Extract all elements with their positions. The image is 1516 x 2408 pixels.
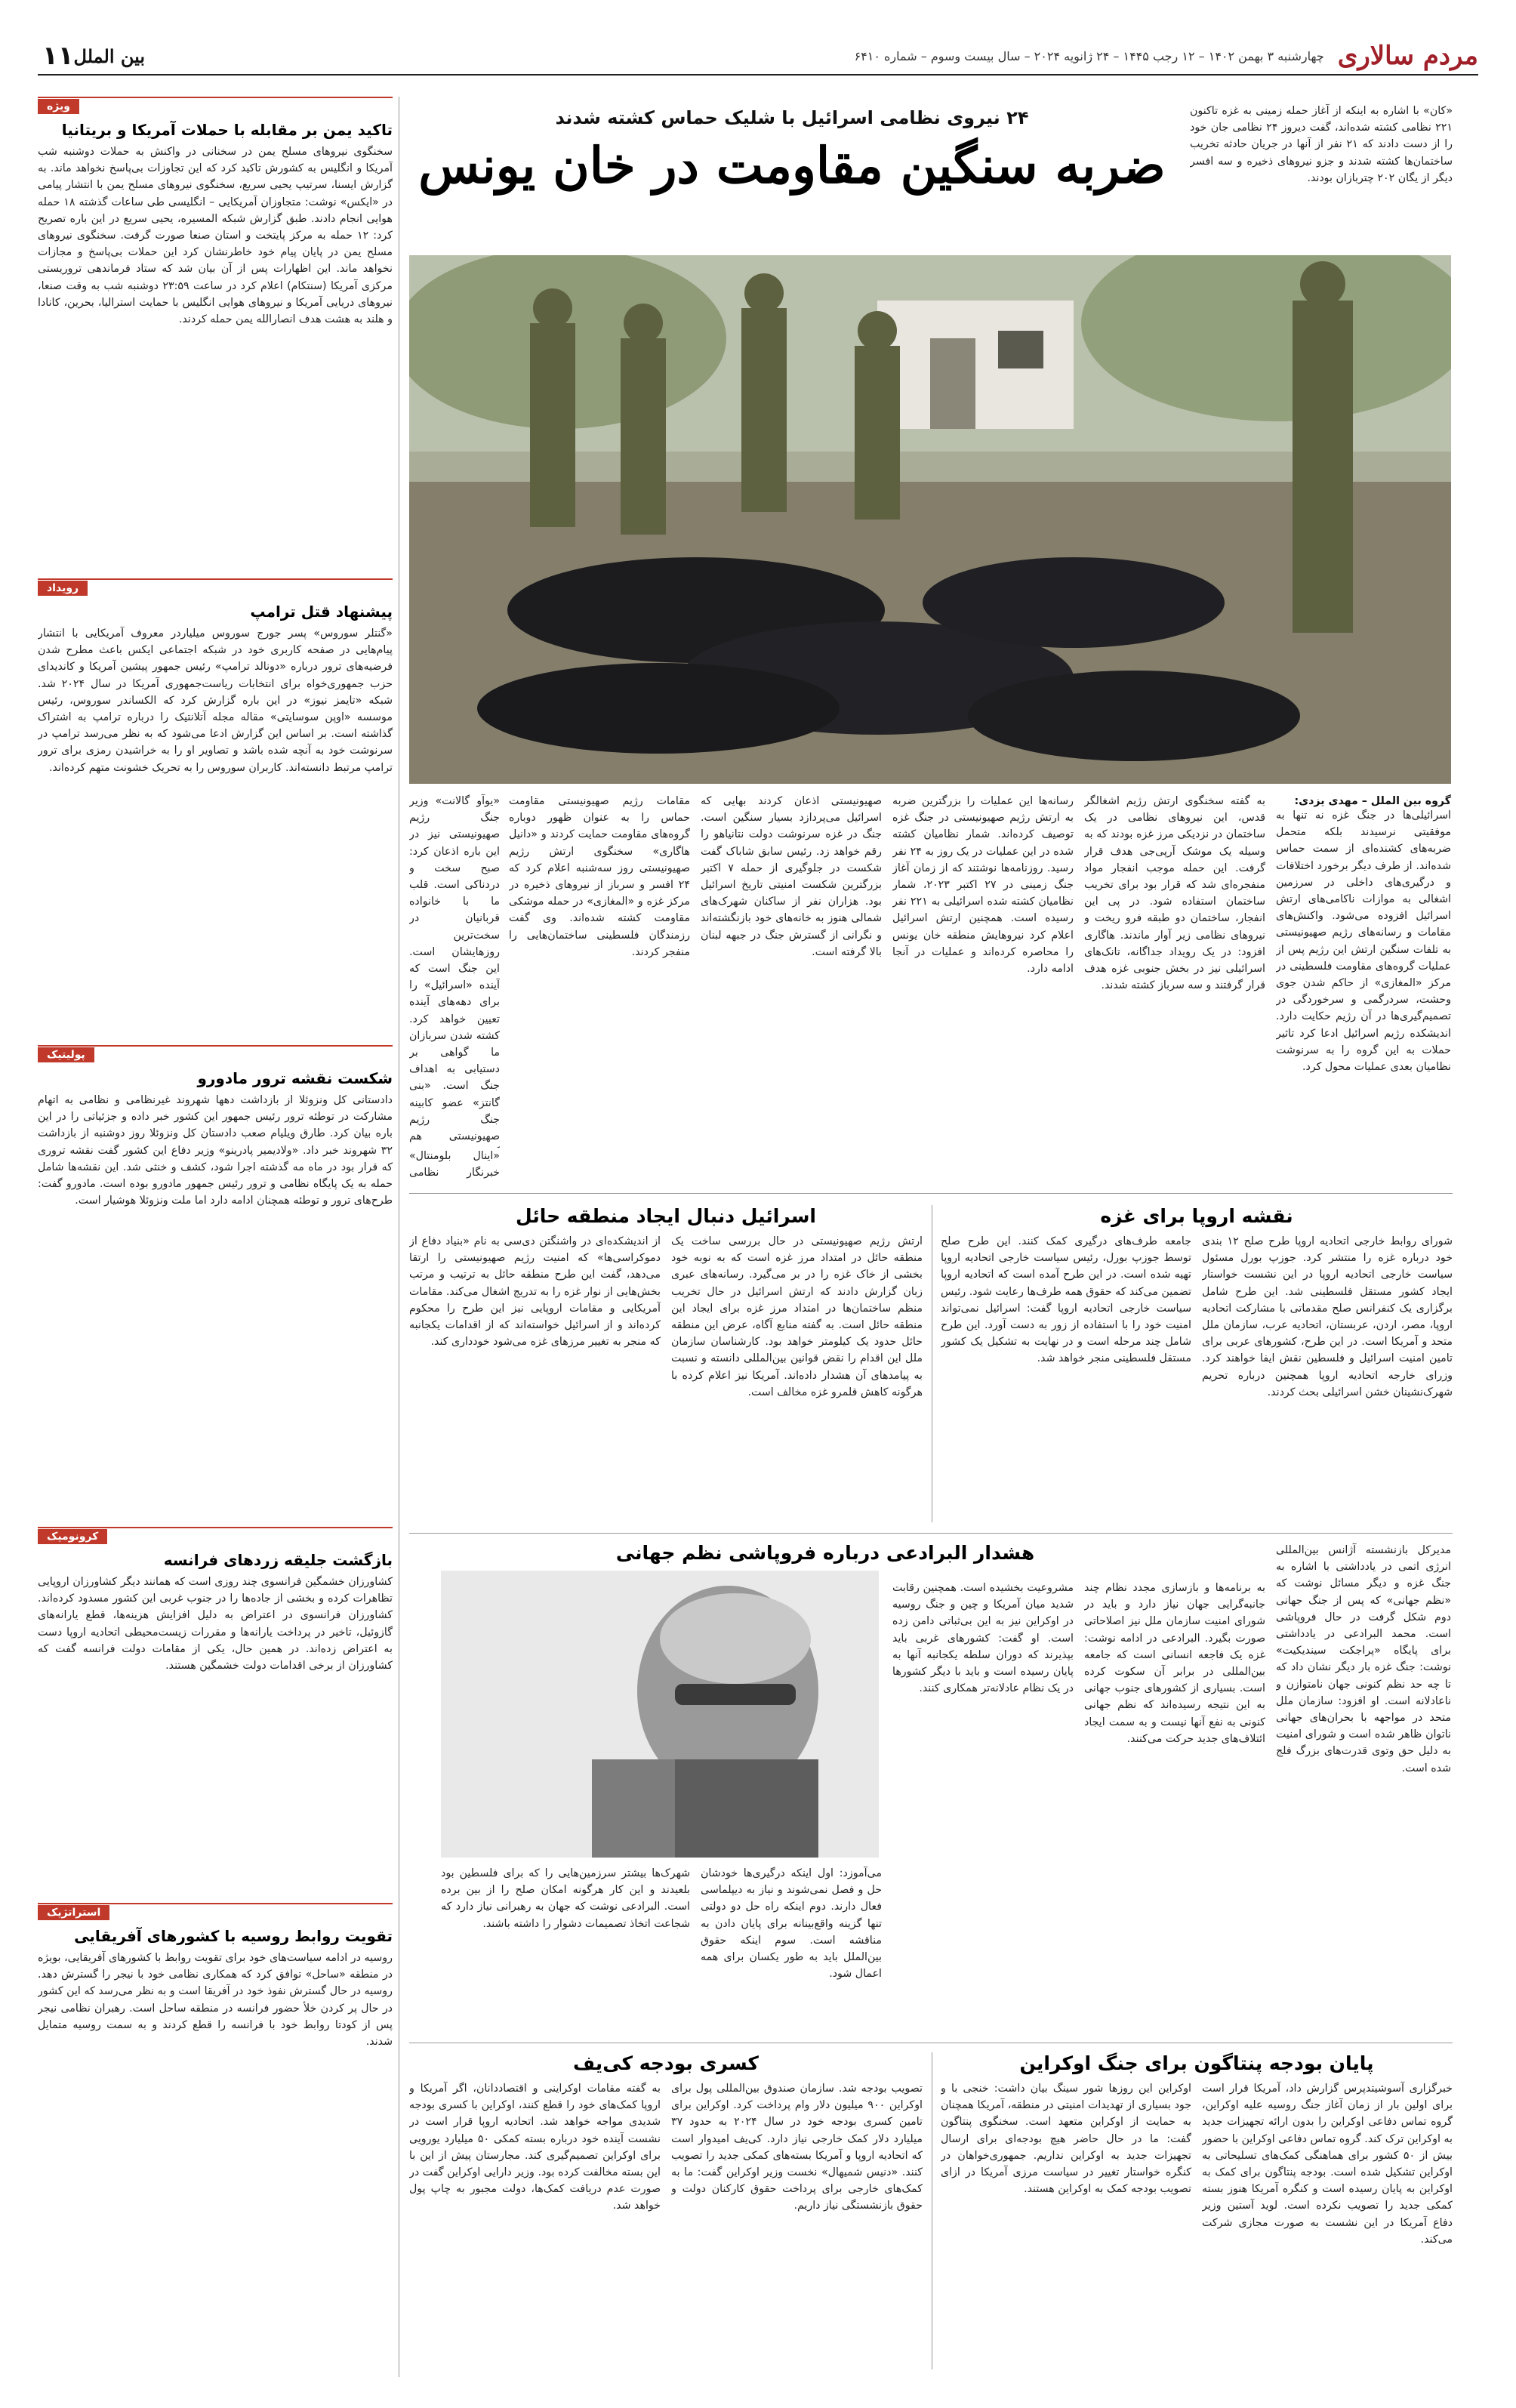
article-europe-plan — [941, 1205, 1453, 1535]
article-europe-col2: جامعه طرف‌های درگیری کمک کنند. این طرح صلح توسط جوزپ بورل، رئیس سیاست خارجی اتحادیه اروپا تهیه شده است. در این طرح آمده است که اتحادیه اروپا تضمین می‌کند که حقوق همه طرف‌ها رعایت شود. رئیس سیاست خارجی اتحادیه اروپا گفت: اسرائیل نمی‌تواند امنیت خود را با استفاده از زور به دست آورد. این طرح شامل چند مرحله است و در نهایت به تشکیل یک کشور مستقل فلسطینی منجر خواهد شد. — [941, 1235, 1191, 1365]
lead-col6-tag: «اینال بلومنتال» خبرنگار نظامی — [409, 1150, 500, 1179]
elbaradei-col3: مشروعیت بخشیده است. همچنین رقابت شدید میان آمریکا و چین و جنگ روسیه در اوکراین نیز به این بی‌ثباتی دامن زده است. او گفت: کشورهای غربی باید بپذیرند که دوران سلطه یکجانبه آنها به پایان رسیده است و باید با دیگر کشورها در یک نظام عادلانه‌تر همکاری کنند. — [892, 1582, 1074, 1695]
lead-col3: رسانه‌ها این عملیات را بزرگترین ضربه به ارتش رژیم صهیونیستی در جنگ غزه توصیف کرده‌اند. شمار نظامیان کشته شده در این عملیات در یک روز به ۲۴ نفر رسید. روزنامه‌ها نوشتند که از زمان آغاز جنگ زمینی در ۲۷ اکتبر ۲۰۲۳، شمار نظامیان کشته شده اسرائیلی به ۲۲۱ نفر رسیده است. همچنین ارتش اسرائیل اعلام کرد نیروهایش منطقه خان یونس را محاصره کرده‌اند و عملیات در آنجا ادامه دارد. — [892, 795, 1074, 976]
sidebar-tag-politic: پولیتیک — [38, 1047, 94, 1062]
lead-headline: ضربه سنگین مقاومت در خان یونس — [418, 136, 1166, 195]
sidebar-maduro-title: شکست نقشه ترور مادورو — [197, 1069, 393, 1087]
lead-col2: به گفته سخنگوی ارتش رژیم اشغالگر قدس، این نیروهای نظامی در یک ساختمان در نزدیکی مرز غزه بودند که به وسیله یک موشک آرپی‌جی هدف قرار گرفت. این حمله موجب انفجار مواد منفجره‌ای شد که قرار بود برای تخریب ساختمان استفاده شود. در پی این انفجار، ساختمان دو طبقه فرو ریخت و نیروهای نظامی زیر آوار ماندند. هاگاری افزود: در یک رویداد جداگانه، تانک‌های اسرائیلی نیز در بخش جنوبی غزه هدف قرار گرفتند و سه سرباز کشته شدند. — [1084, 795, 1265, 992]
sidebar-tag-economic: کرونومیک — [38, 1529, 107, 1544]
sidebar-tagbar — [38, 1903, 393, 1921]
lead-col1 — [1276, 793, 1451, 1186]
article-pentagon-title: پایان بودجه پنتاگون برای جنگ اوکراین — [1019, 2052, 1374, 2074]
divider — [409, 1533, 1453, 1534]
article-kyiv-col2: به گفته مقامات اوکراینی و اقتصاددانان، اگر آمریکا و اروپا کمک‌های خود را قطع کنند، اوکراین با کسری بودجه شدیدی مواجه خواهد شد. اتحادیه اروپا قرار است در نشست آینده خود درباره بسته کمکی ۵۰ میلیارد یورویی برای اوکراین تصمیم‌گیری کند. مجارستان پیش از این با این بسته مخالفت کرده بود. وزیر دارایی اوکراین گفت در صورت عدم دریافت کمک‌ها، دولت مجبور به چاپ پول خواهد شد. — [409, 2083, 661, 2212]
lead-col4b: مقامات رژیم صهیونیستی مقاومت حماس را به عنوان ظهور دوباره گروه‌های مقاومت حمایت کردند و «دانیل هاگاری» سخنگوی ارتش رژیم صهیونیستی روز سه‌شنبه اعلام کرد که ۲۴ افسر و سرباز از نیروهای ذخیره در مرکز غزه و «المغازی» در حمله موشکی مقاومت کشته شده‌اند. وی گفت رزمندگان فلسطینی ساختمان‌هایی را منفجر کردند. — [509, 795, 690, 958]
lead-photo — [409, 255, 1451, 784]
lead-col6 — [409, 793, 500, 1186]
sidebar-trump-title: پیشنهاد قتل ترامپ — [250, 603, 393, 621]
elbaradei-col2: به برنامه‌ها و بازسازی مجدد نظام چند جانبه‌گرایی جهان نیاز دارد و باید در شورای امنیت سازمان ملل نیز اصلاحاتی صورت بگیرد. البرادعی در ادامه نوشت: غزه یک فاجعه انسانی است که جامعه بین‌المللی در برابر آن سکوت کرده است. بسیاری از کشورهای جنوب جهانی به این نتیجه رسیده‌اند که نظم جهانی کنونی به نفع آنها نیست و به سمت ایجاد ائتلاف‌های جدید حرکت می‌کنند. — [1084, 1582, 1265, 1745]
sidebar-russia-text: روسیه در ادامه سیاست‌های خود برای تقویت روابط با کشورهای آفریقایی، بویژه در منطقه «ساحل» توافق کرد که همکاری نظامی خود با نیجر را گسترش دهد. روسیه در حال گسترش نفوذ خود در آفریقا است و به نظر می‌رسد که این کشور در حال پر کردن خلأ حضور فرانسه در منطقه ساحل است. رهبران نظامی نیجر پس از کودتا روابط خود با فرانسه را قطع کردند و به سمت روسیه متمایل شدند. — [38, 1952, 393, 2049]
article-europe-col1: شورای روابط خارجی اتحادیه اروپا طرح صلح ۱۲ بندی خود درباره غزه را منتشر کرد. جوزپ بورل مسئول سیاست خارجی اتحادیه اروپا در این نشست خواستار ایجاد کشور مستقل فلسطینی شد. این طرح شامل برگزاری یک کنفرانس صلح مقدماتی با مشارکت اتحادیه اروپا، مصر، اردن، عربستان، اتحادیه عرب، سازمان ملل متحد و آمریکا است. در این طرح، کشورهای عربی برای تامین امنیت اسرائیل و فلسطین نقش ایفا خواهند کرد. وزرای خارجه اتحادیه اروپا همچنین درباره تحریم شهرک‌نشینان خشن اسرائیلی بحث کردند. — [1202, 1235, 1453, 1398]
article-kyiv-title: کسری بودجه کی‌یف — [573, 2052, 759, 2074]
lead-byline: گروه بین الملل – مهدی یزدی: — [1294, 795, 1451, 807]
lead-title-block — [409, 107, 1175, 195]
sidebar-france-text: کشاورزان خشمگین فرانسوی چند روزی است که همانند دیگر کشاورزان اروپایی تظاهرات کرده و بخشی از جاده‌ها را در جنوب غربی این کشور مسدود کرده‌اند. کشاورزان فرانسوی در اعتراض به دلیل افزایش هزینه‌ها، قطع یارانه‌های گازوئیل، تاخیر در پرداخت یارانه‌ها و مقررات زیست‌محیطی اتحادیه اروپا دست به اعتراض زده‌اند. در همین حال، یکی از مقامات دولت فرانسه گفت که کشاورزان از برخی اقدامات دولت خشمگین هستند. — [38, 1576, 393, 1673]
divider — [409, 1193, 1453, 1194]
sidebar-tagbar — [38, 1527, 393, 1545]
dateline: چهارشنبه ۳ بهمن ۱۴۰۲ – ۱۲ رجب ۱۴۴۵ – ۲۴ ژانویه ۲۰۲۴ – سال بیست وسوم – شماره ۶۴۱۰ — [854, 48, 1324, 63]
sidebar-yemen-text: سخنگوی نیروهای مسلح یمن در سخنانی در واکنش به حملات دوشنبه شب آمریکا و انگلیس به کشورش تاکید کرد که این تجاوزات بی‌پاسخ نخواهد ماند. به گزارش ایسنا، سرتیپ یحیی سریع، سخنگوی نیروهای مسلح یمن با انتشار پیامی در «ایکس» نوشت: متجاوزان آمریکایی – انگلیسی طی ساعات گذشته ۱۸ حمله هوایی انجام دادند. طبق گزارش شبکه المسیره، یحیی سریع در این باره تصریح کرد: ۱۲ حمله به مرکز پایتخت و استان صنعا صورت گرفت. سخنگوی نیروهای مسلح یمن در پایان پیام خود خاطرنشان کرد این حملات بی‌پاسخ و مجازات نخواهد ماند. این اظهارات پس از آن بیان شد که ستاد فرماندهی تروریستی مرکزی آمریکا (سنتکام) اعلام کرد در ساعت ۲۳:۵۹ دوشنبه شب به وقت صنعا، نیروهای دریایی آمریکا و نیروهای هوایی انگلیس با حمایت استرالیا، بحرین، کانادا و هلند به هشت هدف انصارالله یمن حمله کردند. — [38, 146, 393, 326]
sidebar-tag-special: ویژه — [38, 99, 79, 114]
sidebar-maduro-text: دادستانی کل ونزوئلا از بازداشت دهها شهروند غیرنظامی و نظامی به اتهام مشارکت در توطئه ترور رئیس جمهور این کشور خبر داده و جزئیاتی را در این باره بیان کرد. طارق ویلیام صعب دادستان کل ونزوئلا روز دوشنبه از بازداشت ۳۲ شهروند خبر داد. «ولادیمیر پادرینو» وزیر دفاع این کشور گفت نقشه تروری که قرار بود در ماه مه گذشته اجرا شود، کشف و خنثی شد. این نقشه‌ها شامل حمله به یک پایگاه نظامی و ترور رئیس جمهور مادورو بوده است. مادورو گفت: طرح‌های ترور و توطئه همچنان ادامه دارد اما ملت ونزوئلا هوشیار است. — [38, 1094, 393, 1207]
lead-col6-text: «یوآو گالانت» وزیر جنگ رژیم صهیونیستی نیز در این باره اذعان کرد: صبح سخت و دردناکی است. قلب ما با خانواده قربانیان در سخت‌ترین روزهایشان است. این جنگ است که آینده «اسرائیل» را برای دهه‌های آینده تعیین خواهد کرد. کشته شدن سربازان ما گواهی بر دستیابی به اهداف جنگ است. «بنی گانتز» عضو کابینه جنگ رژیم صهیونیستی هم — [409, 795, 500, 1143]
portrait-illustration — [441, 1571, 879, 1858]
article-buffer-title: اسرائیل دنبال ایجاد منطقه حائل — [516, 1205, 816, 1227]
lead-kicker: ۲۴ نیروی نظامی اسرائیل با شلیک حماس کشته شدند — [555, 107, 1029, 128]
sidebar — [38, 97, 393, 2252]
masthead: مردم سالاری — [1337, 41, 1478, 71]
lead-col5-top: «کان» با اشاره به اینکه از آغاز حمله زمینی به غزه تاکنون ۲۲۱ نظامی کشته شده‌اند، گفت دیروز ۲۴ نظامی جان خود را از دست دادند که ۲۱ نفر از آنها در جریان حادثه تخریب ساختمان‌ها کشته شدند و جزو نیروهای ذخیره و سه افسر دیگر از یگان ۲۰۲ چتربازان بودند. — [1190, 105, 1453, 184]
section-name: بین الملل — [73, 45, 146, 67]
soldiers-photo-illustration — [409, 255, 1451, 784]
elbaradei-photo — [441, 1571, 879, 1858]
article-buffer-col2: از اندیشکده‌ای در واشنگتن دی‌سی به نام «بنیاد دفاع از دموکراسی‌ها» که امنیت رژیم صهیونیستی را ارتقا می‌دهد، گفت این طرح منطقه حائل به ترتیب و مرتب بخش‌هایی از نوار غزه را به تدریج اشغال می‌کند. مقامات آمریکایی و مقامات اروپایی نیز این طرح را محکوم کرده‌اند و از اسرائیل خواسته‌اند که از اقدامات یکجانبه که منجر به تغییر مرزهای غزه می‌شود خودداری کند. — [409, 1235, 661, 1349]
article-pentagon-col2: اوکراین این روزها شور سینگ بیان داشت: خنجی با و جود بسیاری از تهدیدات امنیتی در منطقه، آمریکا همچنان به حمایت از اوکراین متعهد است. سخنگوی پنتاگون گفت: ما در حال حاضر هیچ بودجه‌ای برای ارسال تجهیزات جدید به اوکراین نداریم. جمهوری‌خواهان در کنگره خواستار تغییر در سیاست مرزی آمریکا در ازای تصویب بودجه کمک به اوکراین هستند. — [941, 2083, 1191, 2196]
lead-col1-text: اسرائیلی‌ها در جنگ غزه نه تنها به موفقیتی نرسیدند بلکه متحمل ضربه‌های کشنده‌ای از سمت حماس شده‌اند. از طرف دیگر برخورد اختلافات و درگیری‌های داخلی در سرزمین اشغالی به موازات ناکامی‌های ارتش اسرائیل افزوده می‌شود. واکنش‌های مقامات و رسانه‌های رژیم صهیونیستی به تلفات سنگین ارتش این رژیم پس از عملیات گروه‌های مقاومت فلسطینی در مرکز «المغازی» از حاکم شدن جوی وحشت، سردرگمی و سرخوردگی در تصمیم‌گیری‌ها در آن رژیم حکایت دارد. اندیشکده رژیم اسرائیل ادعا کرد تاثیر حملات به این گروه را به سرنوشت نظامیان بعدی عملیات محول کرد. — [1276, 809, 1451, 1074]
sidebar-tagbar — [38, 1045, 393, 1063]
elbaradei-col1: مدیرکل بازنشسته آژانس بین‌المللی انرژی اتمی در یادداشتی با اشاره به جنگ غزه و دیگر مسائل نوشت که «نظم جهانی» که پس از جنگ جهانی دوم شکل گرفت در حال فروپاشی است. محمد البرادعی در یادداشتی برای پایگاه «پراجکت سیندیکیت» نوشت: جنگ غزه بار دیگر نشان داد که تا چه حد نظم کنونی جهان نامتوازن و ناعادلانه است. او افزود: سازمان ملل متحد در مواجهه با بحران‌های جهانی ناتوان ظاهر شده است و شورای امنیت به دلیل حق وتوی قدرت‌های بزرگ فلج شده است. — [1276, 1544, 1451, 1774]
article-europe-title: نقشه اروپا برای غزه — [1100, 1205, 1293, 1227]
sidebar-tagbar — [38, 97, 393, 115]
elbaradei-col4: می‌آموزد: اول اینکه درگیری‌ها خودشان حل و فصل نمی‌شوند و نیاز به دیپلماسی فعال دارند. دوم اینکه راه حل دو دولتی تنها گزینه واقع‌بینانه برای پایان دادن به مناقشه است. سوم اینکه حقوق بین‌الملل باید به طور یکسان برای همه اعمال شود. — [701, 1867, 882, 1981]
lead-col4: صهیونیستی اذعان کردند بهایی که اسرائیل می‌پردازد بسیار سنگین است. جنگ در غزه سرنوشت دولت نتانیاهو را رقم خواهد زد. رئیس سابق شاباک گفت شکست در جلوگیری از حمله ۷ اکتبر بزرگترین شکست امنیتی تاریخ اسرائیل بود. هزاران نفر از ساکنان شهرک‌های شمالی هنوز به خانه‌های خود بازنگشته‌اند و نگرانی از گسترش جنگ در جبهه لبنان بالا گرفته است. — [701, 795, 882, 958]
sidebar-trump-text: «گنتلر سوروس» پسر جورج سوروس میلیاردر معروف آمریکایی با انتشار پیام‌هایی در صفحه کاربری خود در شبکه اجتماعی ایکس باعث مطرح شدن فرضیه‌های ترور درباره «دونالد ترامپ» رئیس جمهور پیشین آمریکا و کاندیدای حزب جمهوری‌خواه برای انتخابات ریاست‌جمهوری آمریکا در سال ۲۰۲۴ شد. شبکه «تایمز نیوز» در این باره گزارش کرد که الکساندر سوروس، رئیس موسسه «اوپن سوسایتی» مقاله مجله آتلانتیک را درباره ترامپ به اشتراک گذاشته است. بر اساس این گزارش ادعا می‌شود که به نظر می‌رسد ترامپ در سرنوشت خود به آنچه شده باشد و تصاویر او را به خراشیدن رمزی برای ترور ترامپ مرتبط دانسته‌اند. کاربران سوروس را به تحریک خشونت متهم کرده‌اند. — [38, 627, 393, 774]
page-header — [38, 38, 1478, 76]
sidebar-russia-title: تقویت روابط روسیه با کشورهای آفریقایی — [74, 1927, 393, 1945]
sidebar-yemen-title: تاکید یمن بر مقابله با حملات آمریکا و بریتانیا — [61, 121, 393, 139]
sidebar-tag-strategic: استراتژیک — [38, 1905, 109, 1920]
article-kyiv-col1: تصویب بودجه شد. سازمان صندوق بین‌المللی پول برای اوکراین ۹۰۰ میلیون دلار وام پرداخت کرد. اوکراین برای تامین کسری بودجه خود در سال ۲۰۲۴ به حدود ۳۷ میلیارد دلار کمک خارجی نیاز دارد. کی‌یف امیدوار است که اتحادیه اروپا و آمریکا بسته‌های کمکی جدید را تصویب کنند. «دنیس شمیهال» نخست وزیر اوکراین گفت: ما به کمک‌های خارجی برای پرداخت حقوق کارکنان دولت و حقوق بازنشستگی نیاز داریم. — [671, 2083, 923, 2212]
article-pentagon-col1: خبرگزاری آسوشیتدپرس گزارش داد، آمریکا قرار است برای اولین بار از زمان آغاز جنگ روسیه علیه اوکراین، گروه تماس دفاعی اوکراین را بدون ارائه تجهیزات جدید به اوکراین ترک کند. گروه تماس دفاعی اوکراین با حضور بیش از ۵۰ کشور برای هماهنگی کمک‌های تسلیحاتی به اوکراین تشکیل شده است. بودجه پنتاگون برای کمک به اوکراین به پایان رسیده است و کنگره آمریکا هنوز بسته کمکی جدید را تصویب نکرده است. لوید آستین وزیر دفاع آمریکا در این نشست به صورت مجازی شرکت می‌کند. — [1202, 2083, 1453, 2246]
article-elbaradei-title: هشدار البرادعی درباره فروپاشی نظم جهانی — [615, 1542, 1035, 1564]
article-buffer-zone — [409, 1205, 923, 1535]
sidebar-tagbar — [38, 578, 393, 597]
elbaradei-col5: شهرک‌ها بیشتر سرزمین‌هایی را که برای فلسطین بود بلعیدند و این کار هرگونه امکان صلح را از بین برده است. البرادعی نوشت که جهان به رهبرانی نیاز دارد که شجاعت اتخاذ تصمیمات دشوار را داشته باشند. — [441, 1867, 690, 1930]
page-number: ۱۱ — [42, 41, 74, 71]
article-buffer-col1: ارتش رژیم صهیونیستی در حال بررسی ساخت یک منطقه حائل در امتداد مرز غزه است که به نوبه خود بخشی از خاک غزه را در بر می‌گیرد. رسانه‌های عبری زبان گزارش دادند که ارتش اسرائیل در حال تخریب منظم ساختمان‌ها در امتداد مرز غزه برای ایجاد این منطقه حائل است. به گفته منابع آگاه، عرض این منطقه حائل حدود یک کیلومتر خواهد بود. کارشناسان سازمان ملل این اقدام را نقض قوانین بین‌المللی دانسته و نسبت به پیامدهای آن هشدار داده‌اند. آمریکا نیز اعلام کرده با هرگونه کاهش قلمرو غزه مخالف است. — [671, 1235, 923, 1398]
article-pentagon — [941, 2052, 1453, 2382]
article-kyiv-budget — [409, 2052, 923, 2382]
sidebar-france-title: بازگشت جلیقه زردهای فرانسه — [163, 1551, 393, 1569]
sidebar-tag-event: رویداد — [38, 581, 88, 596]
